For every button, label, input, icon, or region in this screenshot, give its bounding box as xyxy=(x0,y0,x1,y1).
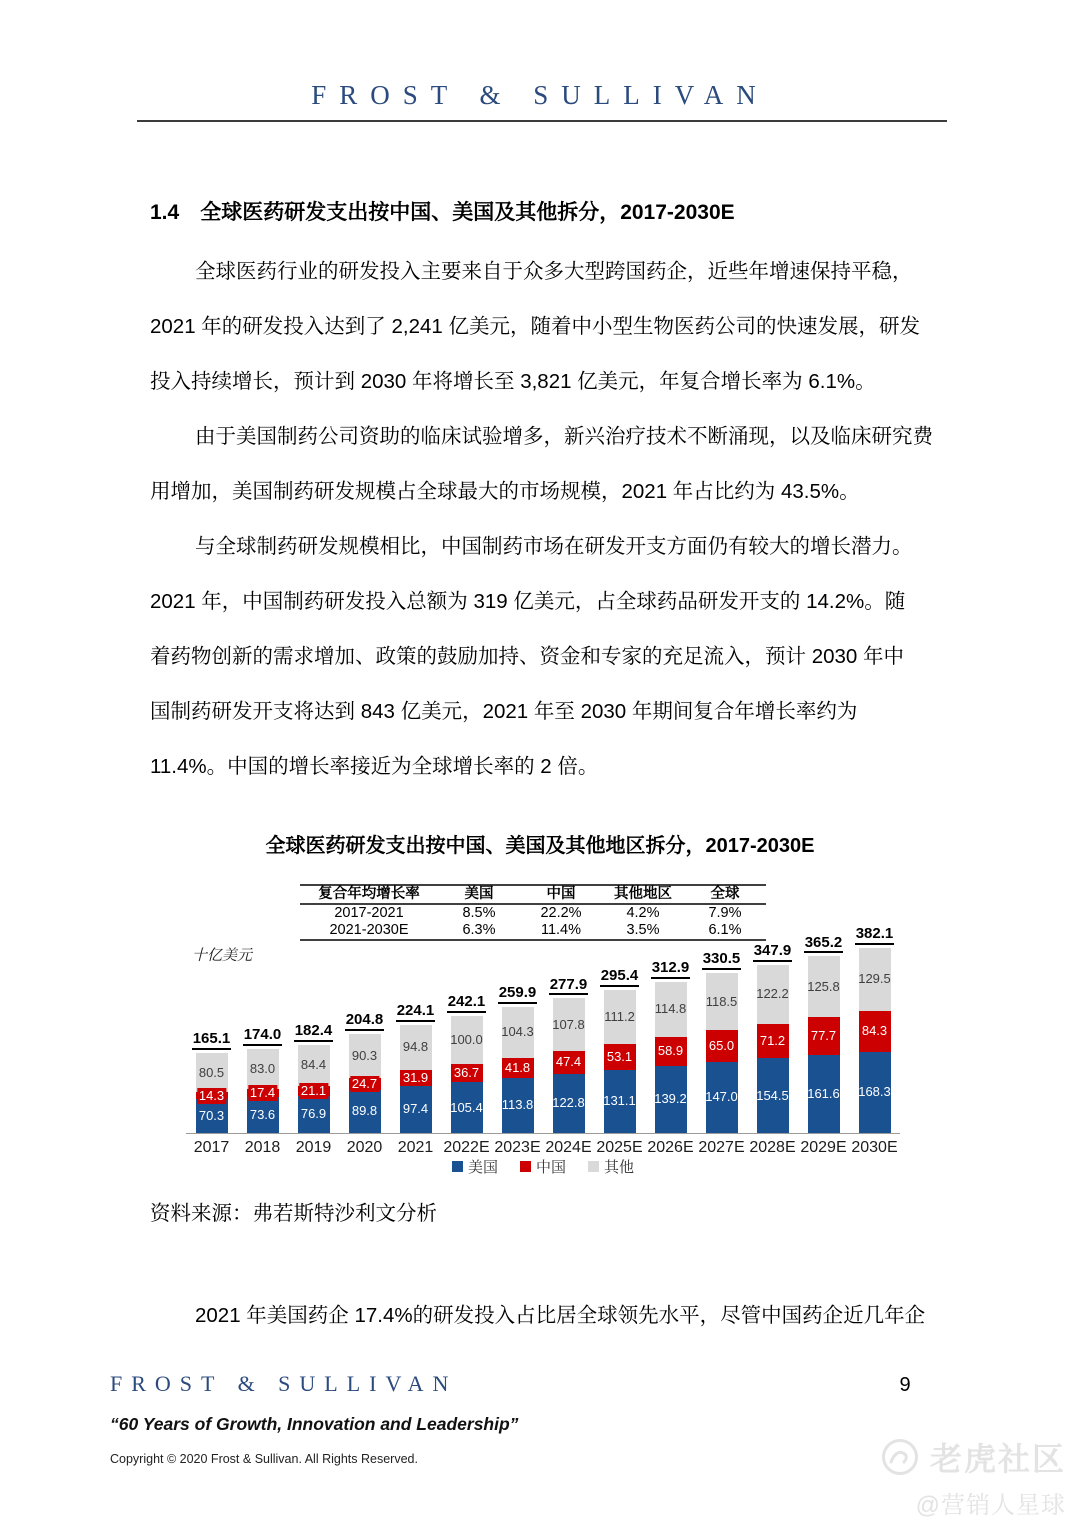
cagr-header: 复合年均增长率 xyxy=(318,886,420,902)
cagr-cell: 2021-2030E xyxy=(329,922,409,938)
bar-column xyxy=(288,1023,339,1133)
bar-segment-china xyxy=(655,1037,687,1066)
bar-segment-other xyxy=(553,998,585,1050)
y-axis-unit-label: 十亿美元 xyxy=(192,947,253,964)
bar-column xyxy=(441,994,492,1133)
bar-stack xyxy=(349,1034,381,1133)
bar-segment-china xyxy=(196,1087,228,1103)
paragraph-line: 用增加，美国制药研发规模占全球最大的市场规模，2021 年占比约为 43.5%。 xyxy=(150,480,860,503)
bar-stack xyxy=(859,948,891,1133)
bar-column xyxy=(492,985,543,1133)
segment-value-label: 107.8 xyxy=(552,1016,585,1032)
total-label: 174.0 xyxy=(243,1027,283,1046)
bar-stack xyxy=(298,1045,330,1133)
bar-stack xyxy=(400,1025,432,1133)
bar-stack xyxy=(604,990,636,1133)
x-axis-label: 2025E xyxy=(596,1139,643,1156)
segment-value-label: 104.3 xyxy=(501,1024,534,1040)
x-axis-label: 2020 xyxy=(346,1139,383,1156)
bar-segment-us xyxy=(247,1097,279,1133)
total-label: 204.8 xyxy=(345,1012,385,1031)
legend-label: 美国 xyxy=(467,1159,498,1176)
other-legend-swatch-icon xyxy=(588,1161,599,1172)
cagr-cell: 4.2% xyxy=(626,905,660,921)
bar-segment-china xyxy=(706,1030,738,1061)
legend-item-us xyxy=(452,1156,498,1177)
bar-segment-china xyxy=(859,1011,891,1052)
total-label: 242.1 xyxy=(447,994,487,1013)
bar-segment-other xyxy=(247,1049,279,1089)
cagr-cell: 22.2% xyxy=(540,905,582,921)
bar-stack xyxy=(502,1007,534,1133)
legend-label: 其他 xyxy=(604,1159,635,1176)
cagr-header: 全球 xyxy=(710,886,740,902)
bar-segment-other xyxy=(757,965,789,1024)
segment-value-label: 21.1 xyxy=(300,1082,327,1098)
legend-label: 中国 xyxy=(535,1159,566,1176)
page-number: 9 xyxy=(899,1374,911,1396)
x-axis-label: 2017 xyxy=(193,1139,230,1156)
x-axis-label: 2024E xyxy=(545,1139,592,1156)
china-legend-swatch-icon xyxy=(520,1161,531,1172)
segment-value-label: 14.3 xyxy=(198,1087,225,1103)
section-heading: 1.4 全球医药研发支出按中国、美国及其他拆分，2017-2030E xyxy=(150,201,735,224)
bar-segment-other xyxy=(706,973,738,1030)
watermark xyxy=(880,1434,1066,1520)
cagr-table-header-row xyxy=(300,886,766,905)
chart-title: 全球医药研发支出按中国、美国及其他地区拆分，2017-2030E xyxy=(265,835,815,857)
segment-value-label: 71.2 xyxy=(759,1033,786,1048)
paragraph-line: 全球医药行业的研发投入主要来自于众多大型跨国药企，近些年增速保持平稳， xyxy=(195,260,913,283)
cagr-header: 其他地区 xyxy=(614,886,672,902)
segment-value-label: 129.5 xyxy=(858,971,891,987)
bar-segment-china xyxy=(553,1051,585,1074)
tiger-icon xyxy=(880,1437,920,1477)
bar-segment-us xyxy=(298,1096,330,1133)
segment-value-label: 70.3 xyxy=(198,1107,225,1123)
bar-stack xyxy=(757,965,789,1133)
watermark-subtext: @营销人星球 xyxy=(915,1492,1066,1519)
bar-segment-china xyxy=(400,1070,432,1085)
total-label: 312.9 xyxy=(651,960,691,979)
bar-stack xyxy=(655,982,687,1133)
bar-stack xyxy=(808,956,840,1133)
bar-segment-other xyxy=(196,1053,228,1092)
segment-value-label: 161.6 xyxy=(807,1085,840,1101)
total-label: 182.4 xyxy=(294,1023,334,1042)
x-axis-label: 2026E xyxy=(647,1139,694,1156)
bar-segment-us xyxy=(655,1066,687,1133)
bar-segment-other xyxy=(400,1025,432,1071)
bar-segment-us xyxy=(400,1086,432,1133)
segment-value-label: 58.9 xyxy=(657,1043,684,1059)
segment-value-label: 47.4 xyxy=(555,1054,582,1070)
segment-value-label: 31.9 xyxy=(402,1070,429,1086)
cagr-table-row xyxy=(300,905,766,922)
x-axis-label: 2018 xyxy=(244,1139,281,1156)
bar-segment-other xyxy=(298,1045,330,1086)
total-label: 165.1 xyxy=(192,1031,232,1050)
bar-segment-us xyxy=(553,1074,585,1133)
segment-value-label: 147.0 xyxy=(705,1089,738,1105)
total-label: 277.9 xyxy=(549,977,589,996)
bar-column xyxy=(645,960,696,1133)
bar-column xyxy=(798,935,849,1133)
segment-value-label: 118.5 xyxy=(705,993,738,1009)
bar-column xyxy=(594,968,645,1133)
segment-value-label: 83.0 xyxy=(249,1060,276,1076)
bar-segment-us xyxy=(859,1052,891,1133)
legend-item-china xyxy=(520,1156,566,1177)
source-note: 资料来源：弗若斯特沙利文分析 xyxy=(150,1202,437,1225)
segment-value-label: 24.7 xyxy=(351,1075,378,1091)
cagr-header: 美国 xyxy=(464,886,494,902)
bar-segment-us xyxy=(808,1055,840,1133)
bar-segment-china xyxy=(451,1064,483,1082)
bar-stack xyxy=(247,1049,279,1133)
bar-stack xyxy=(451,1016,483,1133)
paragraph-line: 国制药研发开支将达到 843 亿美元，2021 年至 2030 年期间复合年增长率约为 xyxy=(150,700,858,723)
segment-value-label: 105.4 xyxy=(450,1099,483,1115)
bar-segment-other xyxy=(349,1034,381,1078)
bar-segment-us xyxy=(349,1090,381,1133)
segment-value-label: 77.7 xyxy=(810,1028,837,1043)
segment-value-label: 113.8 xyxy=(501,1097,534,1113)
paragraph-line: 着药物创新的需求增加、政策的鼓励加持、资金和专家的充足流入，预计 2030 年中 xyxy=(150,645,904,668)
paragraph-line: 2021 年，中国制药研发投入总额为 319 亿美元，占全球药品研发开支的 14.2%。随 xyxy=(150,590,906,613)
segment-value-label: 94.8 xyxy=(402,1039,429,1055)
footer-copyright: Copyright © 2020 Frost & Sullivan. All Rights Reserved. xyxy=(110,1452,418,1466)
bar-segment-china xyxy=(247,1085,279,1101)
bar-segment-china xyxy=(757,1024,789,1058)
paragraph-line: 2021 年的研发投入达到了 2,241 亿美元，随着中小型生物医药公司的快速发展，研发 xyxy=(150,315,920,338)
segment-value-label: 17.4 xyxy=(249,1085,276,1101)
bar-column xyxy=(543,977,594,1133)
x-axis-label: 2021 xyxy=(397,1139,434,1156)
bar-segment-other xyxy=(502,1007,534,1057)
total-label: 259.9 xyxy=(498,985,538,1004)
x-axis-label: 2028E xyxy=(749,1139,796,1156)
cagr-cell: 3.5% xyxy=(626,922,660,938)
bar-column xyxy=(849,926,900,1133)
segment-value-label: 90.3 xyxy=(351,1047,378,1063)
segment-value-label: 36.7 xyxy=(453,1065,480,1081)
paragraph-line: 11.4%。中国的增长率接近为全球增长率的 2 倍。 xyxy=(150,755,599,778)
segment-value-label: 89.8 xyxy=(351,1103,378,1119)
bar-segment-china xyxy=(604,1044,636,1070)
bar-segment-us xyxy=(757,1058,789,1133)
total-label: 295.4 xyxy=(600,968,640,987)
segment-value-label: 97.4 xyxy=(402,1101,429,1117)
segment-value-label: 65.0 xyxy=(708,1038,735,1054)
bar-segment-other xyxy=(655,982,687,1038)
bar-column xyxy=(186,1031,237,1133)
segment-value-label: 111.2 xyxy=(604,1008,635,1024)
x-axis-label: 2023E xyxy=(494,1139,541,1156)
bar-segment-china xyxy=(298,1082,330,1098)
bar-segment-us xyxy=(451,1082,483,1133)
bar-segment-china xyxy=(349,1075,381,1091)
bar-column xyxy=(339,1012,390,1133)
cagr-cell: 11.4% xyxy=(540,922,582,938)
segment-value-label: 125.8 xyxy=(807,978,840,994)
bar-segment-us xyxy=(706,1062,738,1133)
x-axis-label: 2027E xyxy=(698,1139,745,1156)
bar-column xyxy=(390,1003,441,1133)
paragraph-line: 2021 年美国药企 17.4%的研发投入占比居全球领先水平，尽管中国药企近几年企 xyxy=(195,1304,926,1327)
total-label: 365.2 xyxy=(804,935,844,954)
x-axis-labels xyxy=(186,1139,900,1157)
x-axis-label: 2030E xyxy=(851,1139,898,1156)
total-label: 330.5 xyxy=(702,951,742,970)
bar-segment-other xyxy=(451,1016,483,1064)
cagr-cell: 6.3% xyxy=(462,922,496,938)
bar-stack xyxy=(553,998,585,1133)
segment-value-label: 139.2 xyxy=(654,1091,687,1107)
bar-stack xyxy=(196,1053,228,1133)
cagr-cell: 6.1% xyxy=(708,922,742,938)
segment-value-label: 84.3 xyxy=(861,1023,888,1039)
segment-value-label: 41.8 xyxy=(504,1059,531,1075)
cagr-cell: 2017-2021 xyxy=(334,905,404,921)
paragraph-line: 与全球制药研发规模相比，中国制药市场在研发开支方面仍有较大的增长潜力。 xyxy=(195,535,913,558)
x-axis-label: 2019 xyxy=(295,1139,332,1156)
frost-sullivan-header-logo: FROST & SULLIVAN xyxy=(311,80,769,110)
bar-stack xyxy=(706,973,738,1133)
bar-column xyxy=(696,951,747,1133)
watermark-text: 老虎社区 xyxy=(929,1441,1066,1477)
segment-value-label: 53.1 xyxy=(606,1048,633,1064)
header-divider xyxy=(137,120,947,122)
segment-value-label: 122.8 xyxy=(552,1095,585,1111)
segment-value-label: 168.3 xyxy=(858,1084,891,1100)
cagr-cell: 8.5% xyxy=(462,905,496,921)
segment-value-label: 122.2 xyxy=(756,986,789,1002)
segment-value-label: 154.5 xyxy=(756,1087,789,1103)
bar-segment-us xyxy=(604,1070,636,1133)
paragraph-line: 由于美国制药公司资助的临床试验增多，新兴治疗技术不断涌现，以及临床研究费 xyxy=(195,425,933,448)
bar-segment-other xyxy=(604,990,636,1044)
segment-value-label: 114.8 xyxy=(654,1001,687,1017)
segment-value-label: 100.0 xyxy=(450,1032,483,1048)
legend-item-other xyxy=(588,1156,634,1177)
bar-segment-us xyxy=(196,1099,228,1133)
bar-segment-china xyxy=(502,1058,534,1078)
cagr-header: 中国 xyxy=(546,886,576,902)
chart-legend xyxy=(186,1156,900,1177)
bar-segment-china xyxy=(808,1017,840,1055)
footer-tagline: “60 Years of Growth, Innovation and Leadership” xyxy=(110,1414,519,1434)
cagr-table xyxy=(300,884,766,941)
total-label: 382.1 xyxy=(855,926,895,945)
segment-value-label: 84.4 xyxy=(300,1057,327,1073)
segment-value-label: 73.6 xyxy=(249,1107,276,1123)
bar-column xyxy=(747,943,798,1133)
cagr-cell: 7.9% xyxy=(708,905,742,921)
us-legend-swatch-icon xyxy=(452,1161,463,1172)
x-axis-label: 2022E xyxy=(443,1139,490,1156)
frost-sullivan-footer-logo: FROST & SULLIVAN xyxy=(110,1371,458,1396)
bar-column xyxy=(237,1027,288,1133)
total-label: 224.1 xyxy=(396,1003,436,1022)
bar-segment-us xyxy=(502,1078,534,1133)
x-axis-label: 2029E xyxy=(800,1139,847,1156)
total-label: 347.9 xyxy=(753,943,793,962)
bar-segment-other xyxy=(808,956,840,1017)
bar-segment-other xyxy=(859,948,891,1011)
cagr-table-row xyxy=(300,922,766,939)
segment-value-label: 80.5 xyxy=(198,1064,225,1080)
segment-value-label: 76.9 xyxy=(300,1106,327,1122)
paragraph-line: 投入持续增长，预计到 2030 年将增长至 3,821 亿美元，年复合增长率为 6.1%。 xyxy=(150,370,876,393)
segment-value-label: 131.1 xyxy=(603,1093,636,1109)
